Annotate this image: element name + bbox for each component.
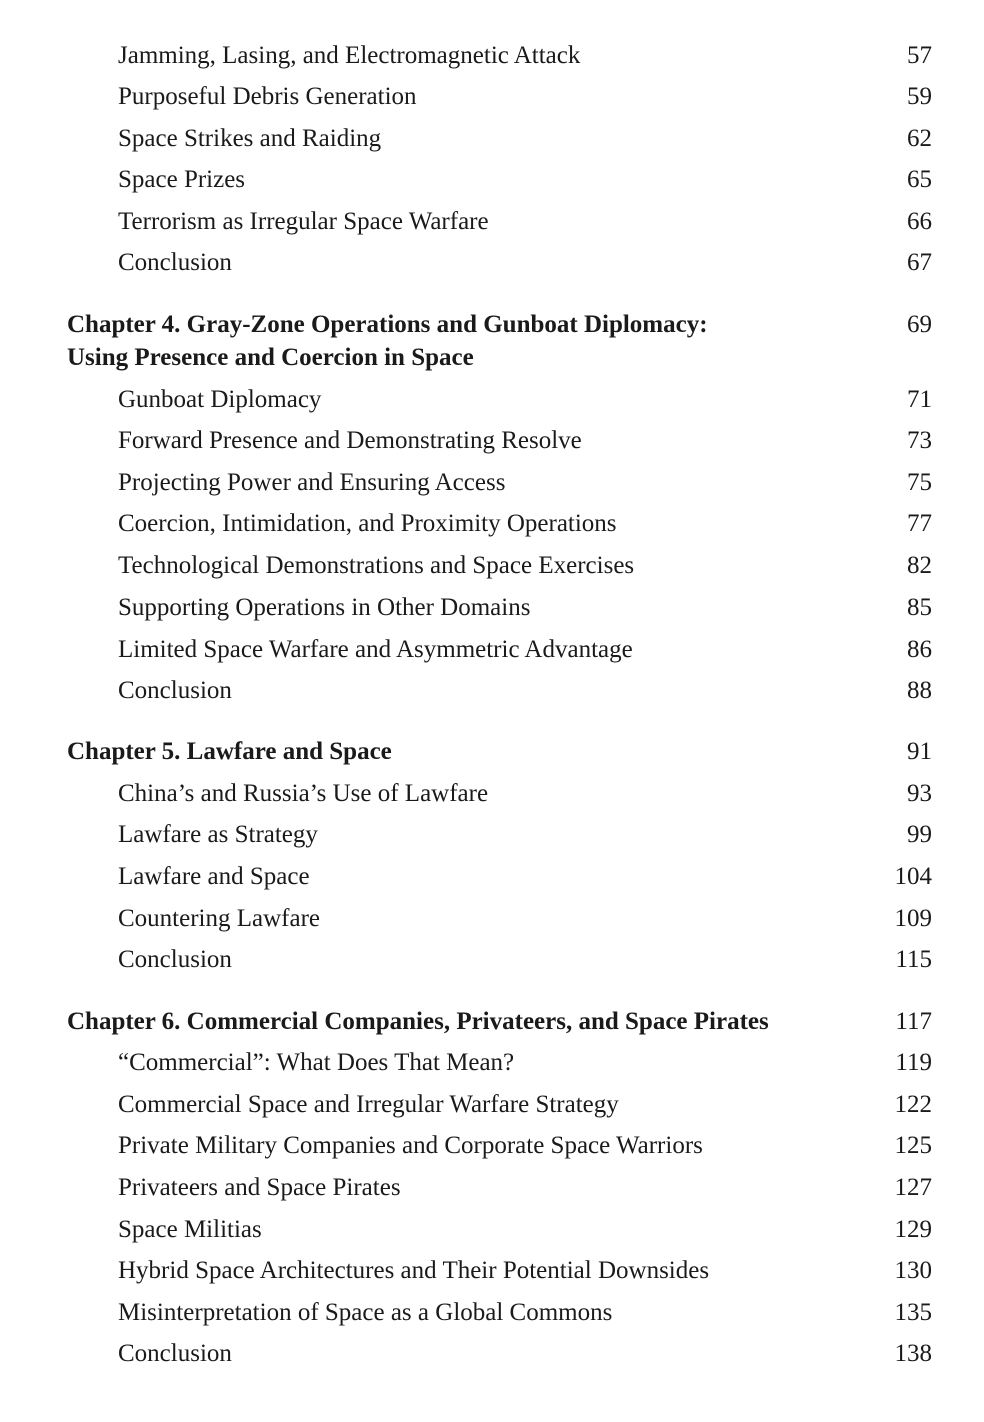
chapter-title: Chapter 6. Commercial Companies, Privateers, and Space Pirates [67, 1008, 769, 1035]
chapter-title-line2: Using Presence and Coercion in Space [67, 344, 474, 371]
toc-entry-title: Lawfare and Space [118, 863, 310, 890]
toc-entry-page: 104 [894, 863, 932, 890]
toc-entry-title: Countering Lawfare [118, 905, 321, 932]
toc-entry-title: Space Strikes and Raiding [118, 125, 382, 152]
toc-entry-page: 57 [907, 42, 932, 69]
toc-entry-page: 73 [907, 427, 932, 454]
toc-entry-title: Lawfare as Strategy [118, 821, 318, 848]
toc-entry [0, 421, 984, 461]
toc-entry-title: “Commercial”: What Does That Mean? [118, 1049, 515, 1076]
toc-entry-page: 59 [907, 83, 932, 110]
toc-entry [0, 774, 984, 814]
toc-entry-title: Limited Space Warfare and Asymmetric Advantage [118, 636, 633, 663]
toc-entry-page: 65 [907, 166, 932, 193]
toc-entry-page: 129 [894, 1216, 932, 1243]
toc-entry-page: 138 [894, 1340, 932, 1367]
toc-entry [0, 546, 984, 586]
toc-entry-page: 66 [907, 208, 932, 235]
toc-entry-page: 119 [895, 1049, 932, 1076]
toc-entry [0, 380, 984, 420]
toc-entry [0, 1210, 984, 1250]
chapter-page: 117 [895, 1008, 932, 1035]
toc-entry [0, 1168, 984, 1208]
toc-entry [0, 1251, 984, 1291]
chapter-page: 91 [907, 738, 932, 765]
toc-entry-title: Coercion, Intimidation, and Proximity Operations [118, 510, 617, 537]
toc-entry-page: 127 [894, 1174, 932, 1201]
chapter-heading [0, 1002, 984, 1042]
toc-entry-page: 88 [907, 677, 932, 704]
toc-entry-title: Privateers and Space Pirates [118, 1174, 401, 1201]
toc-entry-title: Conclusion [118, 677, 232, 704]
toc-entry-page: 67 [907, 249, 932, 276]
toc-entry-title: Space Militias [118, 1216, 262, 1243]
toc-entry-title: Private Military Companies and Corporate Space Warriors [118, 1132, 703, 1159]
toc-entry-page: 75 [907, 469, 932, 496]
toc-entry-page: 125 [894, 1132, 932, 1159]
toc-entry-title: Misinterpretation of Space as a Global Commons [118, 1299, 613, 1326]
toc-entry-title: Forward Presence and Demonstrating Resolve [118, 427, 582, 454]
toc-entry [0, 202, 984, 242]
toc-entry [0, 940, 984, 980]
toc-entry [0, 119, 984, 159]
toc-entry-title: Commercial Space and Irregular Warfare Strategy [118, 1091, 619, 1118]
toc-entry-title: Conclusion [118, 946, 232, 973]
toc-entry-page: 99 [907, 821, 932, 848]
toc-entry-title: Purposeful Debris Generation [118, 83, 417, 110]
toc-entry [0, 36, 984, 76]
toc-entry [0, 857, 984, 897]
toc-entry [0, 671, 984, 711]
toc-entry-page: 122 [894, 1091, 932, 1118]
toc-entry-page: 86 [907, 636, 932, 663]
toc-entry [0, 243, 984, 283]
toc-entry-page: 115 [895, 946, 932, 973]
toc-entry-title: Space Prizes [118, 166, 246, 193]
toc-entry-page: 130 [894, 1257, 932, 1284]
toc-entry-page: 62 [907, 125, 932, 152]
toc-entry-title: Gunboat Diplomacy [118, 386, 322, 413]
toc-entry [0, 630, 984, 670]
toc-entry [0, 463, 984, 503]
toc-entry-title: Conclusion [118, 249, 232, 276]
toc-entry [0, 1043, 984, 1083]
toc-entry-page: 93 [907, 780, 932, 807]
chapter-page: 69 [907, 311, 932, 338]
toc-entry [0, 1293, 984, 1333]
toc-entry-title: China’s and Russia’s Use of Lawfare [118, 780, 489, 807]
toc-entry [0, 160, 984, 200]
toc-entry-page: 85 [907, 594, 932, 621]
toc-entry [0, 504, 984, 544]
chapter-title-line1: Chapter 4. Gray-Zone Operations and Gunboat Diplomacy: [67, 311, 708, 338]
toc-entry-title: Jamming, Lasing, and Electromagnetic Attack [118, 42, 581, 69]
toc-entry [0, 815, 984, 855]
toc-entry-title: Terrorism as Irregular Space Warfare [118, 208, 489, 235]
toc-entry [0, 899, 984, 939]
toc-entry-page: 82 [907, 552, 932, 579]
toc-entry-title: Technological Demonstrations and Space Exercises [118, 552, 635, 579]
toc-entry [0, 77, 984, 117]
chapter-title: Chapter 5. Lawfare and Space [67, 738, 392, 765]
chapter-heading [0, 732, 984, 772]
toc-entry [0, 1334, 984, 1374]
toc-entry-title: Conclusion [118, 1340, 232, 1367]
toc-entry-title: Supporting Operations in Other Domains [118, 594, 531, 621]
toc-entry-title: Hybrid Space Architectures and Their Potential Downsides [118, 1257, 710, 1284]
chapter-heading [0, 305, 984, 380]
toc-entry [0, 588, 984, 628]
toc-entry-page: 109 [894, 905, 932, 932]
toc-entry-page: 135 [894, 1299, 932, 1326]
toc-entry-page: 77 [907, 510, 932, 537]
toc-entry-page: 71 [907, 386, 932, 413]
toc-entry [0, 1085, 984, 1125]
toc-entry-title: Projecting Power and Ensuring Access [118, 469, 506, 496]
toc-entry [0, 1126, 984, 1166]
